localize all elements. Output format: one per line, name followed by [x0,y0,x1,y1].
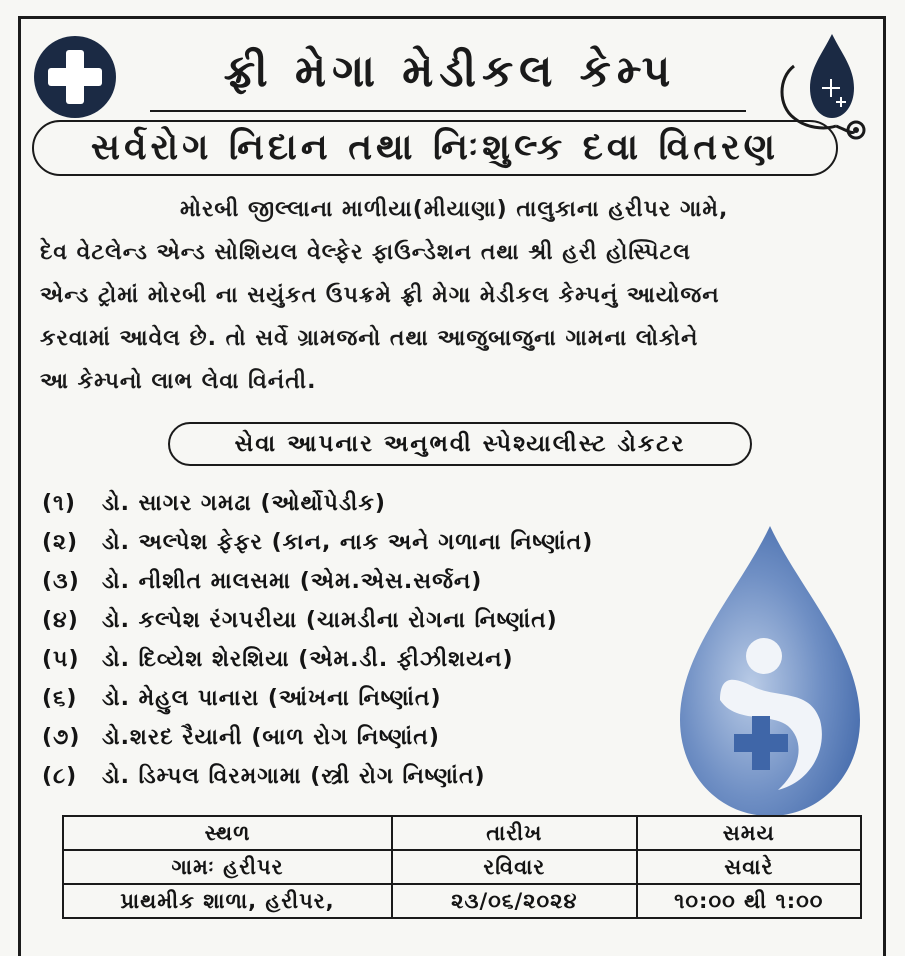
intro-paragraph [40,188,862,403]
doctor-item [42,562,742,601]
title-underline [150,110,746,112]
table-row [63,884,861,918]
doctors-heading: સેવા આપનાર અનુભવી સ્પેશ્યાલીસ્ટ ડોકટર [168,422,752,466]
header-place: સ્થળ [63,816,392,850]
table-header-row [63,816,861,850]
doctor-number: (૮) [42,764,78,789]
doctor-number: (૬) [42,686,78,711]
doctor-number: (૧) [42,491,76,516]
doctor-item [42,757,742,796]
doctor-name: ડો. ડિમ્પલ વિરમગામા (સ્ત્રી રોગ નિષ્ણાંત) [102,764,486,789]
doctor-item [42,640,742,679]
intro-line: આ કેમ્પનો લાભ લેવા વિનંતી. [40,369,317,394]
cell-time: સવારે [637,850,861,884]
schedule-table [62,815,862,919]
intro-line: દેવ વેટલેન્ડ એન્ડ સોશિયલ વેલ્ફેર ફાઉન્ડેશન તથા શ્રી હરી હોસ્પિટલ [40,240,691,265]
doctor-name: ડો. મેહુલ પાનારા (આંખના નિષ્ણાંત) [102,686,442,711]
blood-drop-mother-child-icon [660,520,870,820]
doctor-number: (૭) [42,725,81,750]
doctor-name: ડો. અલ્પેશ ફેફર (કાન, નાક અને ગળાના નિષ્ણાંત) [102,530,594,555]
doctors-list [42,484,742,796]
doctor-item [42,679,742,718]
poster-title: ફ્રી મેગા મેડીકલ કેમ્પ [223,46,677,97]
doctor-item [42,718,742,757]
cell-place: પ્રાથમીક શાળા, હરીપર, [63,884,392,918]
doctor-name: ડો.શરદ રૈયાની (બાળ રોગ નિષ્ણાંત) [102,725,440,750]
doctor-item [42,523,742,562]
table-row [63,850,861,884]
cell-date: રવિવાર [392,850,637,884]
doctor-number: (૨) [42,530,79,555]
doctor-number: (૪) [42,608,79,633]
intro-line: એન્ડ ટ્રોમાં મોરબી ના સયુંકત ઉપક્રમે ફ્રી મેગા મેડીકલ કેમ્પનું આયોજન [40,283,720,308]
poster-subtitle: સર્વરોગ નિદાન તથા નિઃશુલ્ક દવા વિતરણ [90,127,780,168]
doctor-item [42,601,742,640]
doctor-number: (૩) [42,569,80,594]
medical-cross-icon [34,36,116,118]
doctor-name: ડો. કલ્પેશ રંગપરીયા (ચામડીના રોગના નિષ્ણાંત) [102,608,558,633]
intro-line: કરવામાં આવેલ છે. તો સર્વે ગ્રામજનો તથા આજુબાજુના ગામના લોકોને [40,326,699,351]
cell-date: ૨૩/૦૬/૨૦૨૪ [392,884,637,918]
doctor-number: (૫) [42,647,80,672]
header-date: તારીખ [392,816,637,850]
doctor-name: ડો. દિવ્યેશ શેરશિયા (એમ.ડી. ફીઝીશયન) [102,647,514,672]
cell-time: ૧૦:૦૦ થી ૧:૦૦ [637,884,861,918]
intro-line: મોરબી જીલ્લાના માળીયા(મીયાણા) તાલુકાના હરીપર ગામે, [180,197,729,222]
cell-place: ગામઃ હરીપર [63,850,392,884]
doctor-name: ડો. સાગર ગમઢા (ઓર્થોપેડીક) [102,491,386,516]
header-time: સમય [637,816,861,850]
doctor-item [42,484,742,523]
doctor-name: ડો. નીશીત માલસમા (એમ.એસ.સર્જન) [102,569,483,594]
